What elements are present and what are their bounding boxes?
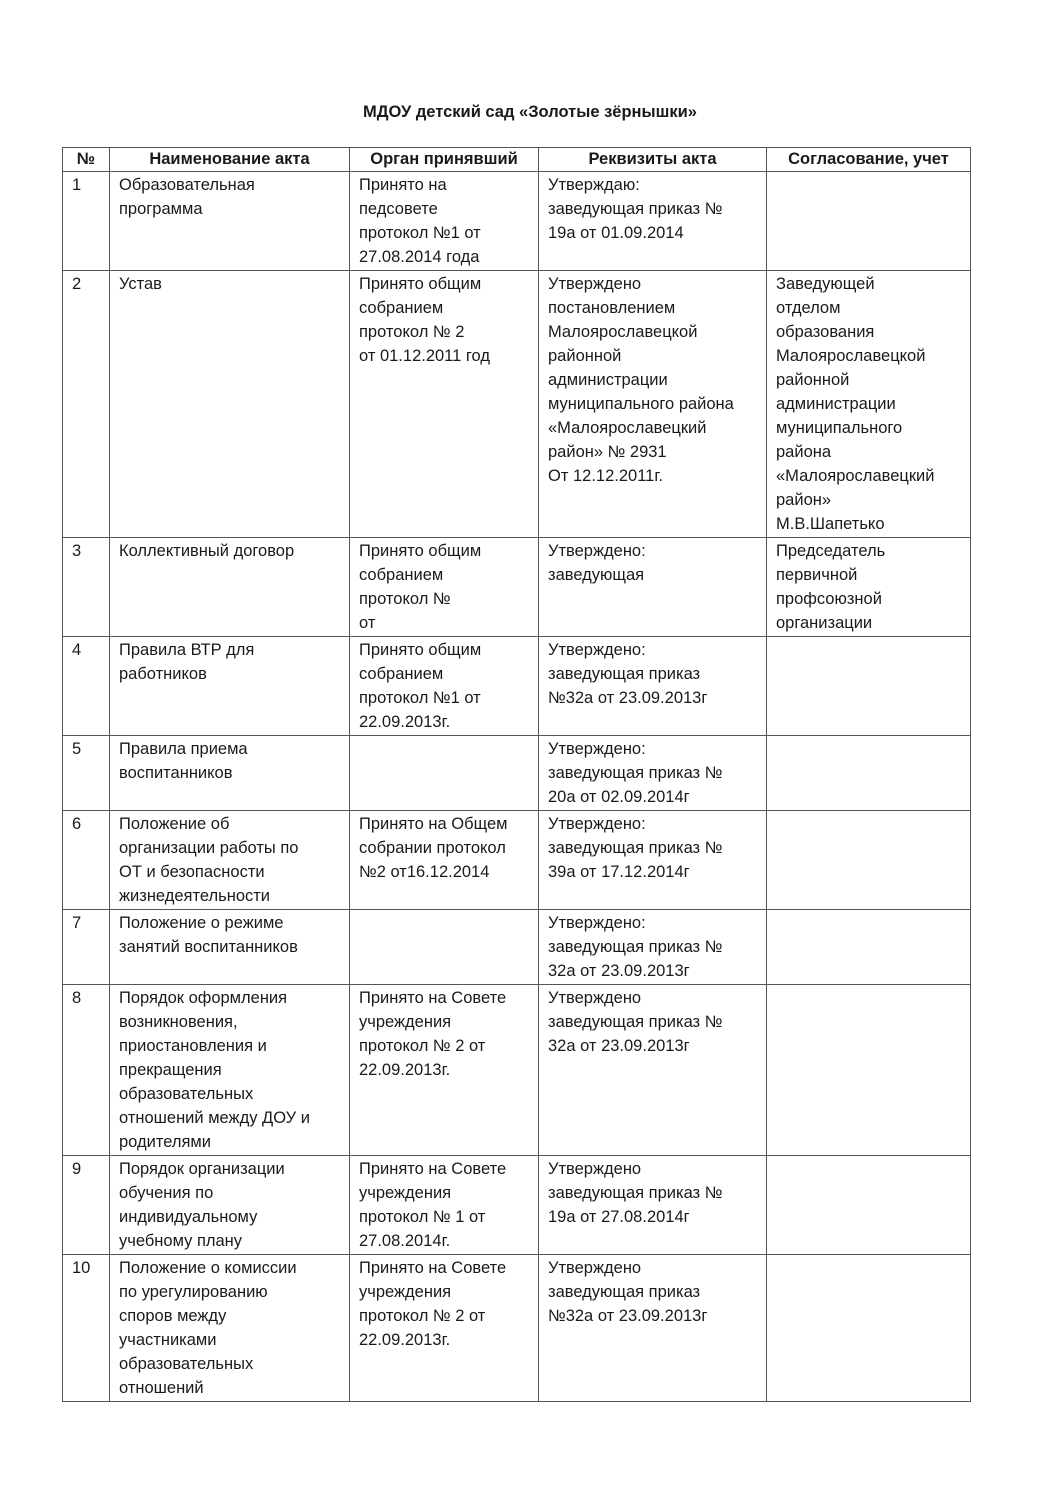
- cell-number: 7: [63, 910, 110, 985]
- table-body: [63, 172, 971, 1402]
- table-row: [63, 538, 971, 637]
- cell-number: 6: [63, 811, 110, 910]
- cell-approval: [767, 1255, 971, 1402]
- table-row: [63, 910, 971, 985]
- cell-adopting-body: Принято на Совете учреждения протокол № 1 от 27.08.2014г.: [350, 1156, 539, 1255]
- cell-number: 8: [63, 985, 110, 1156]
- cell-approval: Заведующей отделом образования Малоярославецкой районной администрации муниципального района «Малоярославецкий район» М.В.Шапетько: [767, 271, 971, 538]
- cell-act-name: Образовательная программа: [110, 172, 350, 271]
- cell-approval: [767, 811, 971, 910]
- cell-act-name: Коллективный договор: [110, 538, 350, 637]
- table-row: [63, 811, 971, 910]
- cell-number: 1: [63, 172, 110, 271]
- cell-adopting-body: [350, 736, 539, 811]
- cell-number: 5: [63, 736, 110, 811]
- table-row: [63, 1156, 971, 1255]
- cell-number: 4: [63, 637, 110, 736]
- cell-approval: [767, 910, 971, 985]
- table-row: [63, 271, 971, 538]
- cell-adopting-body: Принято на Общем собрании протокол №2 от16.12.2014: [350, 811, 539, 910]
- cell-adopting-body: Принято общим собранием протокол № от: [350, 538, 539, 637]
- table-row: [63, 1255, 971, 1402]
- table-header-row: [63, 148, 971, 172]
- cell-act-name: Порядок организации обучения по индивидуальному учебному плану: [110, 1156, 350, 1255]
- cell-act-details: Утверждено постановлением Малоярославецкой районной администрации муниципального района «Малоярославецкий район» № 2931 От 12.12.2011г.: [539, 271, 767, 538]
- cell-number: 10: [63, 1255, 110, 1402]
- cell-number: 9: [63, 1156, 110, 1255]
- header-adopting-body: Орган принявший: [350, 148, 539, 172]
- header-act-details: Реквизиты акта: [539, 148, 767, 172]
- cell-act-details: Утверждаю: заведующая приказ № 19а от 01.09.2014: [539, 172, 767, 271]
- cell-adopting-body: Принято общим собранием протокол № 2 от 01.12.2011 год: [350, 271, 539, 538]
- cell-approval: [767, 985, 971, 1156]
- cell-approval: [767, 172, 971, 271]
- table-row: [63, 736, 971, 811]
- cell-approval: [767, 1156, 971, 1255]
- table-row: [63, 985, 971, 1156]
- header-act-name: Наименование акта: [110, 148, 350, 172]
- table-row: [63, 172, 971, 271]
- cell-approval: [767, 637, 971, 736]
- cell-approval: Председатель первичной профсоюзной организации: [767, 538, 971, 637]
- cell-act-details: Утверждено: заведующая приказ № 39а от 17.12.2014г: [539, 811, 767, 910]
- cell-adopting-body: Принято на Совете учреждения протокол № 2 от 22.09.2013г.: [350, 985, 539, 1156]
- cell-adopting-body: Принято на педсовете протокол №1 от 27.08.2014 года: [350, 172, 539, 271]
- cell-number: 2: [63, 271, 110, 538]
- cell-adopting-body: Принято общим собранием протокол №1 от 22.09.2013г.: [350, 637, 539, 736]
- header-number: №: [63, 148, 110, 172]
- cell-act-name: Устав: [110, 271, 350, 538]
- table-row: [63, 637, 971, 736]
- cell-adopting-body: Принято на Совете учреждения протокол № 2 от 22.09.2013г.: [350, 1255, 539, 1402]
- cell-act-details: Утверждено: заведующая приказ № 20а от 02.09.2014г: [539, 736, 767, 811]
- cell-act-details: Утверждено заведующая приказ № 19а от 27.08.2014г: [539, 1156, 767, 1255]
- cell-act-name: Порядок оформления возникновения, приостановления и прекращения образовательных отношений между ДОУ и родителями: [110, 985, 350, 1156]
- acts-table: [62, 147, 971, 1402]
- cell-act-details: Утверждено заведующая приказ № 32а от 23.09.2013г: [539, 985, 767, 1156]
- page-title: МДОУ детский сад «Золотые зёрнышки»: [363, 103, 697, 121]
- cell-adopting-body: [350, 910, 539, 985]
- cell-approval: [767, 736, 971, 811]
- cell-number: 3: [63, 538, 110, 637]
- cell-act-details: Утверждено: заведующая приказ № 32а от 23.09.2013г: [539, 910, 767, 985]
- header-approval: Согласование, учет: [767, 148, 971, 172]
- cell-act-details: Утверждено заведующая приказ №32а от 23.09.2013г: [539, 1255, 767, 1402]
- cell-act-name: Правила приема воспитанников: [110, 736, 350, 811]
- cell-act-name: Положение о режиме занятий воспитанников: [110, 910, 350, 985]
- cell-act-details: Утверждено: заведующая приказ №32а от 23.09.2013г: [539, 637, 767, 736]
- cell-act-details: Утверждено: заведующая: [539, 538, 767, 637]
- cell-act-name: Положение об организации работы по ОТ и безопасности жизнедеятельности: [110, 811, 350, 910]
- cell-act-name: Положение о комиссии по урегулированию споров между участниками образовательных отношений: [110, 1255, 350, 1402]
- cell-act-name: Правила ВТР для работников: [110, 637, 350, 736]
